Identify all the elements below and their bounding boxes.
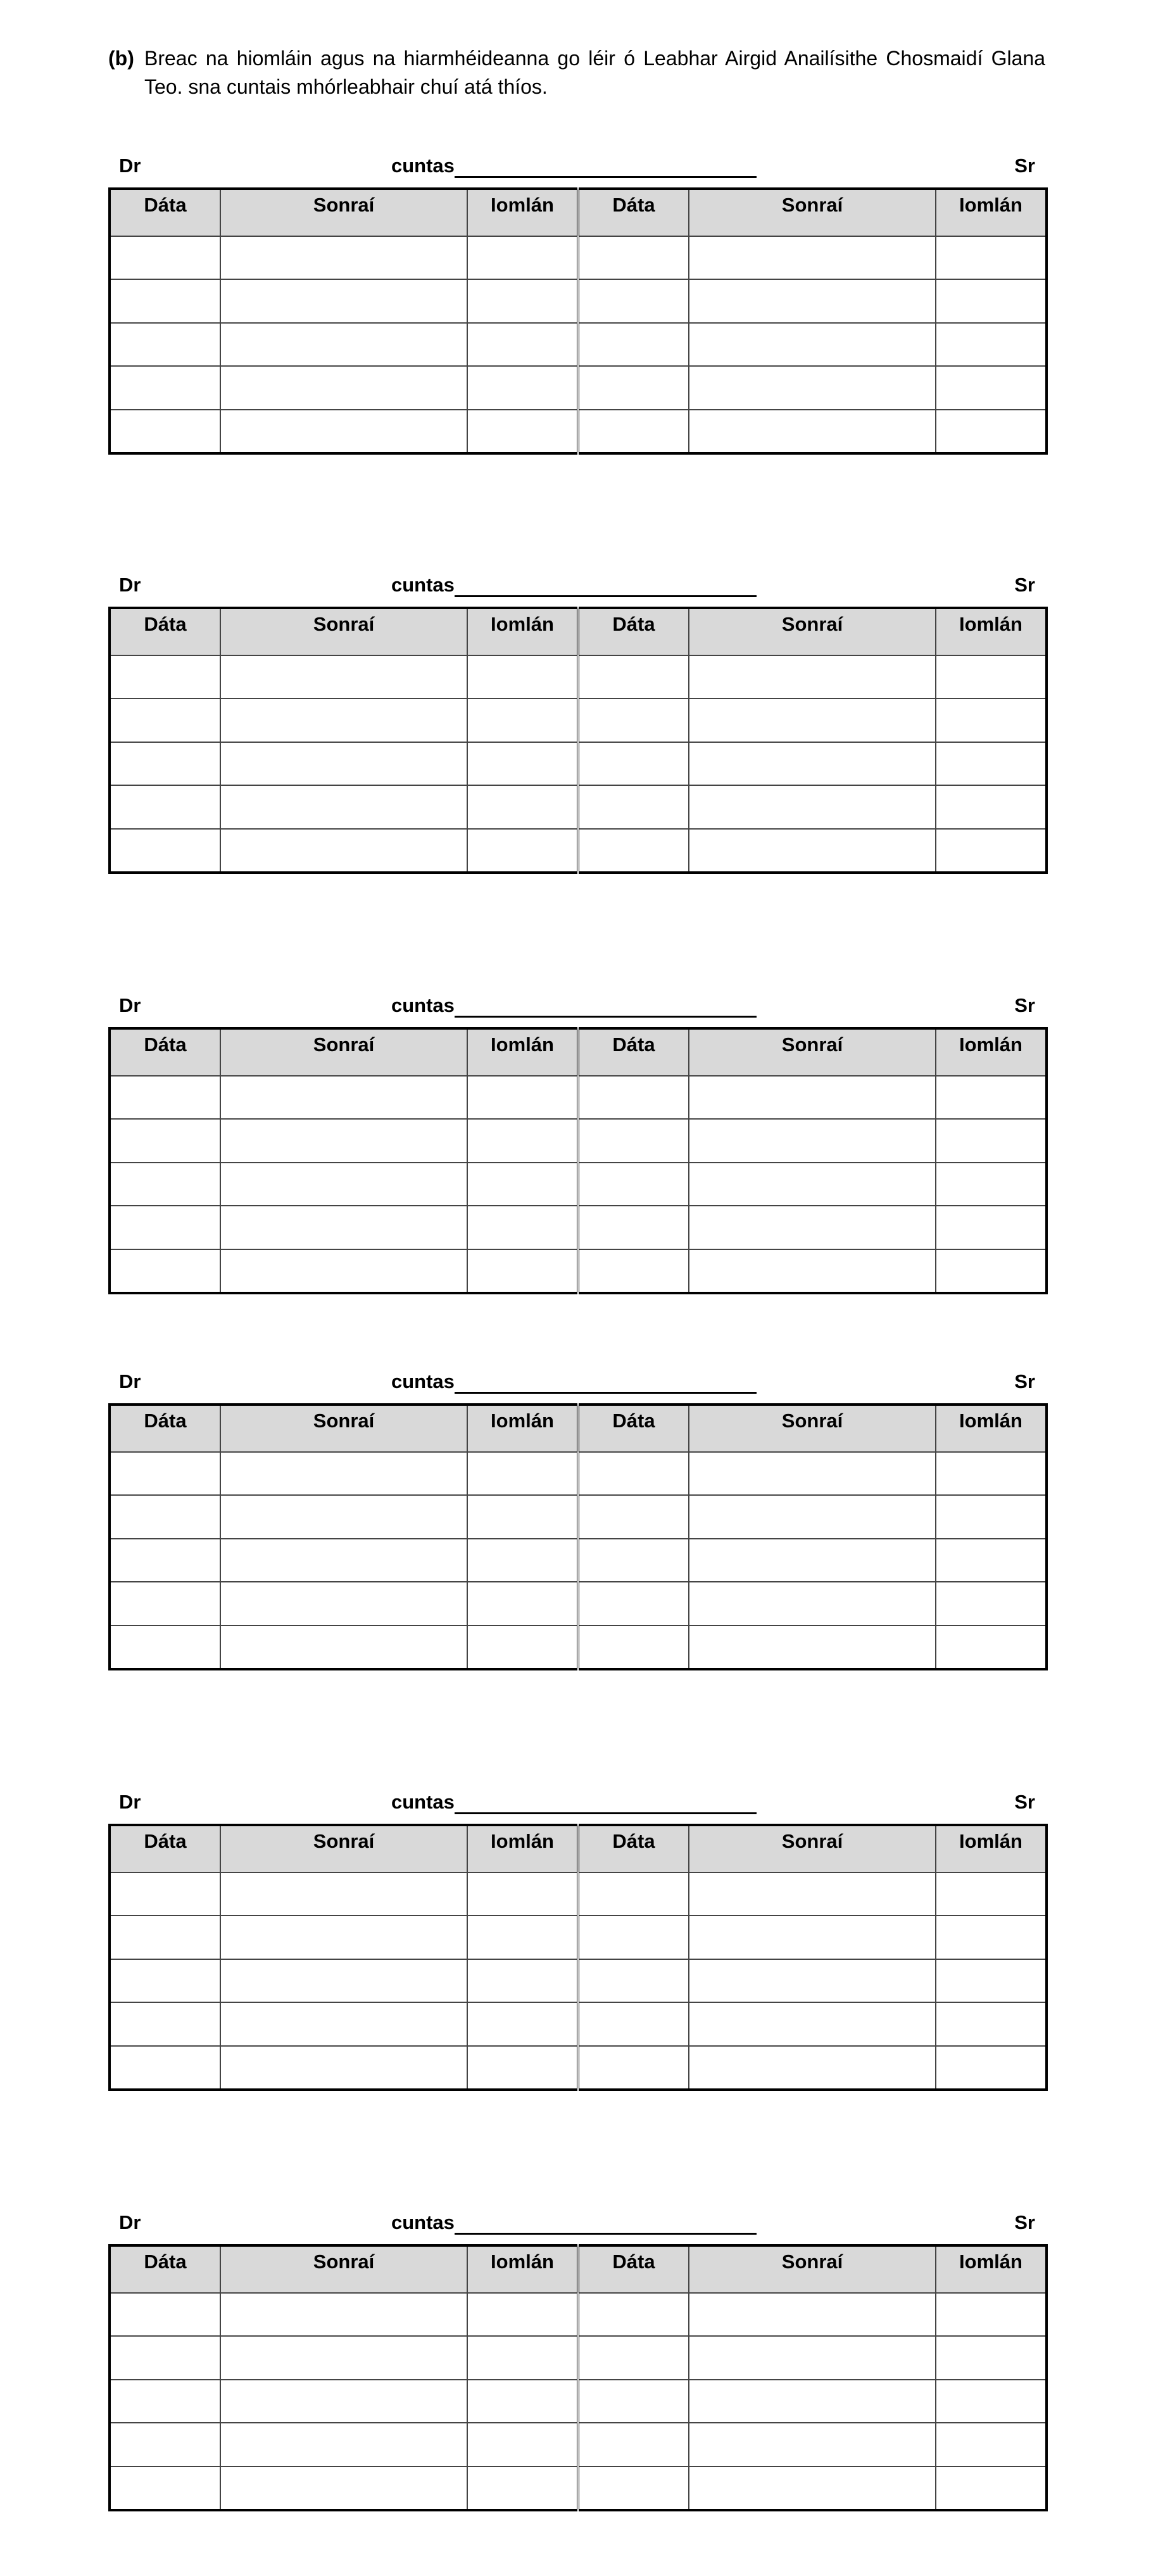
date-cell[interactable] [578, 1452, 689, 1495]
ledger-row [110, 2336, 1047, 2379]
particulars-cell[interactable] [689, 2336, 936, 2379]
particulars-cell[interactable] [689, 742, 936, 785]
total-cell[interactable] [936, 785, 1047, 828]
date-cell[interactable] [578, 2423, 689, 2466]
particulars-cell[interactable] [689, 2002, 936, 2045]
date-cell[interactable] [578, 1582, 689, 1625]
total-header: Iomlán [936, 189, 1047, 236]
total-cell[interactable] [467, 323, 578, 366]
date-header: Dáta [578, 189, 689, 236]
total-cell[interactable] [467, 1249, 578, 1293]
total-header: Iomlán [936, 1028, 1047, 1076]
account-header [108, 146, 1045, 187]
total-cell[interactable] [936, 279, 1047, 322]
date-cell[interactable] [578, 323, 689, 366]
particulars-cell[interactable] [689, 1916, 936, 1959]
account-name-blank[interactable] [455, 1016, 757, 1018]
account-header [108, 565, 1045, 607]
date-cell[interactable] [110, 2293, 220, 2336]
particulars-cell[interactable] [689, 366, 936, 409]
credit-label: Sr [1014, 155, 1035, 177]
total-header: Iomlán [467, 1825, 578, 1872]
particulars-cell[interactable] [689, 829, 936, 873]
date-cell[interactable] [578, 1249, 689, 1293]
total-cell[interactable] [936, 1582, 1047, 1625]
particulars-cell[interactable] [220, 323, 467, 366]
date-cell[interactable] [110, 2002, 220, 2045]
total-cell[interactable] [467, 2002, 578, 2045]
date-cell[interactable] [578, 2336, 689, 2379]
date-cell[interactable] [110, 698, 220, 742]
date-cell[interactable] [578, 410, 689, 453]
total-cell[interactable] [936, 2466, 1047, 2510]
particulars-cell[interactable] [689, 2293, 936, 2336]
particulars-cell[interactable] [220, 698, 467, 742]
date-cell[interactable] [110, 1872, 220, 1916]
date-cell[interactable] [110, 1249, 220, 1293]
date-cell[interactable] [110, 1163, 220, 1206]
date-cell[interactable] [578, 1495, 689, 1538]
ledger-row [110, 1539, 1047, 1582]
particulars-cell[interactable] [220, 1916, 467, 1959]
ledger-table [108, 1403, 1048, 1670]
ledger-header-row [110, 1405, 1047, 1452]
total-cell[interactable] [936, 2423, 1047, 2466]
date-cell[interactable] [578, 2466, 689, 2510]
date-cell[interactable] [578, 1539, 689, 1582]
ledger-account-6 [108, 2202, 1045, 2511]
ledger-row [110, 2293, 1047, 2336]
date-cell[interactable] [110, 279, 220, 322]
date-cell[interactable] [578, 1163, 689, 1206]
debit-label: Dr [119, 2211, 141, 2233]
ledger-row [110, 1076, 1047, 1119]
particulars-cell[interactable] [220, 1626, 467, 1669]
ledger-row [110, 742, 1047, 785]
date-header: Dáta [578, 608, 689, 655]
total-cell[interactable] [936, 2380, 1047, 2423]
credit-label: Sr [1014, 574, 1035, 596]
total-cell[interactable] [467, 1872, 578, 1916]
date-cell[interactable] [110, 236, 220, 279]
total-cell[interactable] [936, 1206, 1047, 1249]
ledger-table [108, 1027, 1048, 1294]
date-cell[interactable] [578, 1626, 689, 1669]
ledger-row [110, 1163, 1047, 1206]
total-cell[interactable] [936, 1452, 1047, 1495]
particulars-header: Sonraí [689, 1825, 936, 1872]
debit-label: Dr [119, 574, 141, 596]
particulars-cell[interactable] [689, 2423, 936, 2466]
ledger-row [110, 698, 1047, 742]
date-cell[interactable] [110, 1119, 220, 1162]
total-cell[interactable] [467, 2046, 578, 2090]
ledger-header-row [110, 608, 1047, 655]
date-cell[interactable] [110, 323, 220, 366]
ledger-row [110, 1119, 1047, 1162]
particulars-cell[interactable] [689, 323, 936, 366]
total-cell[interactable] [936, 1495, 1047, 1538]
date-cell[interactable] [110, 2380, 220, 2423]
date-cell[interactable] [578, 742, 689, 785]
total-cell[interactable] [936, 698, 1047, 742]
ledger-row [110, 323, 1047, 366]
account-header [108, 2202, 1045, 2244]
total-cell[interactable] [936, 2293, 1047, 2336]
total-header: Iomlán [467, 1028, 578, 1076]
date-cell[interactable] [578, 785, 689, 828]
date-cell[interactable] [110, 366, 220, 409]
date-header: Dáta [578, 2245, 689, 2293]
ledger-account-3 [108, 985, 1045, 1294]
date-cell[interactable] [578, 2002, 689, 2045]
total-header: Iomlán [936, 2245, 1047, 2293]
particulars-cell[interactable] [689, 1452, 936, 1495]
ledger-table [108, 1824, 1048, 2091]
particulars-cell[interactable] [689, 655, 936, 698]
debit-label: Dr [119, 1791, 141, 1813]
total-header: Iomlán [936, 1825, 1047, 1872]
total-cell[interactable] [467, 1452, 578, 1495]
ledger-row [110, 1916, 1047, 1959]
total-cell[interactable] [467, 2380, 578, 2423]
ledger-row [110, 1872, 1047, 1916]
particulars-cell[interactable] [220, 2002, 467, 2045]
ledger-row [110, 410, 1047, 453]
debit-label: Dr [119, 994, 141, 1016]
total-header: Iomlán [936, 608, 1047, 655]
account-name-blank[interactable] [455, 1392, 757, 1394]
total-cell[interactable] [467, 2336, 578, 2379]
account-name-blank[interactable] [455, 176, 757, 178]
date-cell[interactable] [578, 1872, 689, 1916]
particulars-cell[interactable] [689, 410, 936, 453]
total-cell[interactable] [467, 236, 578, 279]
ledger-row [110, 2002, 1047, 2045]
question-instruction [108, 44, 1045, 101]
date-header: Dáta [578, 1825, 689, 1872]
ledger-account-5 [108, 1782, 1045, 2091]
particulars-cell[interactable] [689, 1959, 936, 2002]
particulars-cell[interactable] [689, 1076, 936, 1119]
date-cell[interactable] [578, 698, 689, 742]
total-cell[interactable] [936, 742, 1047, 785]
ledger-table [108, 607, 1048, 874]
date-cell[interactable] [578, 2380, 689, 2423]
particulars-cell[interactable] [689, 2466, 936, 2510]
date-cell[interactable] [110, 655, 220, 698]
particulars-header: Sonraí [220, 1028, 467, 1076]
ledger-header-row [110, 1028, 1047, 1076]
total-cell[interactable] [936, 1119, 1047, 1162]
particulars-cell[interactable] [689, 1495, 936, 1538]
date-cell[interactable] [110, 785, 220, 828]
date-cell[interactable] [578, 2293, 689, 2336]
total-cell[interactable] [936, 1626, 1047, 1669]
total-cell[interactable] [467, 410, 578, 453]
particulars-cell[interactable] [220, 236, 467, 279]
part-label: (b) [108, 47, 134, 70]
ledger-row [110, 1959, 1047, 2002]
total-cell[interactable] [936, 236, 1047, 279]
ledger-row [110, 1206, 1047, 1249]
total-cell[interactable] [936, 1916, 1047, 1959]
date-cell[interactable] [110, 742, 220, 785]
total-cell[interactable] [467, 742, 578, 785]
particulars-cell[interactable] [689, 1626, 936, 1669]
account-name-blank[interactable] [455, 595, 757, 597]
particulars-cell[interactable] [220, 279, 467, 322]
date-cell[interactable] [578, 829, 689, 873]
account-name-blank[interactable] [455, 1812, 757, 1814]
particulars-header: Sonraí [220, 1825, 467, 1872]
particulars-header: Sonraí [689, 608, 936, 655]
total-cell[interactable] [467, 785, 578, 828]
particulars-cell[interactable] [220, 1206, 467, 1249]
date-cell[interactable] [578, 1959, 689, 2002]
instruction-text: Breac na hiomláin agus na hiarmhéideanna go léir ó Leabhar Airgid Anailísithe Chosmaidí Glana Teo. sna cuntais mhórleabhair chuí atá thíos. [144, 47, 1045, 98]
date-header: Dáta [578, 1028, 689, 1076]
ledger-row [110, 279, 1047, 322]
particulars-cell[interactable] [220, 1959, 467, 2002]
particulars-cell[interactable] [220, 2466, 467, 2510]
total-cell[interactable] [936, 1872, 1047, 1916]
account-name-blank[interactable] [455, 2233, 757, 2235]
particulars-cell[interactable] [220, 785, 467, 828]
ledger-row [110, 1452, 1047, 1495]
date-header: Dáta [578, 1405, 689, 1452]
date-cell[interactable] [110, 1539, 220, 1582]
account-name-label: cuntas [391, 1791, 455, 1813]
date-cell[interactable] [110, 410, 220, 453]
ledger-row [110, 2466, 1047, 2510]
date-header: Dáta [110, 2245, 220, 2293]
date-cell[interactable] [110, 1076, 220, 1119]
date-cell[interactable] [110, 1959, 220, 2002]
ledger-table [108, 2244, 1048, 2511]
ledger-row [110, 2046, 1047, 2090]
total-cell[interactable] [936, 323, 1047, 366]
total-cell[interactable] [467, 1959, 578, 2002]
particulars-cell[interactable] [220, 742, 467, 785]
date-cell[interactable] [578, 1206, 689, 1249]
total-header: Iomlán [936, 1405, 1047, 1452]
total-cell[interactable] [467, 1539, 578, 1582]
total-cell[interactable] [467, 1582, 578, 1625]
particulars-cell[interactable] [220, 655, 467, 698]
particulars-cell[interactable] [220, 1495, 467, 1538]
particulars-header: Sonraí [689, 189, 936, 236]
total-header: Iomlán [467, 1405, 578, 1452]
particulars-cell[interactable] [689, 279, 936, 322]
credit-label: Sr [1014, 994, 1035, 1016]
date-cell[interactable] [110, 829, 220, 873]
ledger-row [110, 366, 1047, 409]
total-cell[interactable] [467, 2466, 578, 2510]
particulars-cell[interactable] [689, 1582, 936, 1625]
account-header [108, 985, 1045, 1027]
particulars-cell[interactable] [220, 1582, 467, 1625]
total-cell[interactable] [936, 1249, 1047, 1293]
date-cell[interactable] [110, 2336, 220, 2379]
ledger-row [110, 1582, 1047, 1625]
total-cell[interactable] [467, 1076, 578, 1119]
particulars-cell[interactable] [689, 2380, 936, 2423]
particulars-header: Sonraí [220, 189, 467, 236]
particulars-cell[interactable] [689, 1539, 936, 1582]
account-name-label: cuntas [391, 1370, 455, 1392]
particulars-cell[interactable] [220, 1539, 467, 1582]
ledger-table [108, 187, 1048, 455]
ledger-row [110, 1495, 1047, 1538]
credit-label: Sr [1014, 1370, 1035, 1392]
total-cell[interactable] [936, 410, 1047, 453]
total-cell[interactable] [936, 829, 1047, 873]
ledger-row [110, 829, 1047, 873]
date-cell[interactable] [110, 2046, 220, 2090]
total-cell[interactable] [936, 2046, 1047, 2090]
ledger-row [110, 785, 1047, 828]
date-header: Dáta [110, 608, 220, 655]
particulars-cell[interactable] [689, 1163, 936, 1206]
total-header: Iomlán [467, 189, 578, 236]
credit-label: Sr [1014, 2211, 1035, 2233]
ledger-row [110, 1249, 1047, 1293]
particulars-cell[interactable] [220, 2336, 467, 2379]
date-cell[interactable] [110, 1452, 220, 1495]
particulars-cell[interactable] [689, 1872, 936, 1916]
total-cell[interactable] [467, 1206, 578, 1249]
particulars-cell[interactable] [689, 698, 936, 742]
ledger-row [110, 1626, 1047, 1669]
total-header: Iomlán [467, 608, 578, 655]
particulars-cell[interactable] [220, 2380, 467, 2423]
total-cell[interactable] [936, 655, 1047, 698]
particulars-cell[interactable] [689, 1249, 936, 1293]
total-cell[interactable] [936, 2002, 1047, 2045]
date-header: Dáta [110, 1405, 220, 1452]
ledger-header-row [110, 2245, 1047, 2293]
particulars-cell[interactable] [220, 1163, 467, 1206]
date-cell[interactable] [110, 2423, 220, 2466]
particulars-header: Sonraí [689, 2245, 936, 2293]
date-cell[interactable] [110, 1206, 220, 1249]
total-cell[interactable] [936, 2336, 1047, 2379]
total-cell[interactable] [467, 698, 578, 742]
total-cell[interactable] [936, 1959, 1047, 2002]
date-cell[interactable] [110, 1916, 220, 1959]
total-cell[interactable] [467, 655, 578, 698]
date-header: Dáta [110, 1825, 220, 1872]
ledger-header-row [110, 1825, 1047, 1872]
date-cell[interactable] [578, 655, 689, 698]
total-cell[interactable] [936, 1539, 1047, 1582]
particulars-cell[interactable] [689, 1206, 936, 1249]
date-cell[interactable] [110, 1495, 220, 1538]
account-name-label: cuntas [391, 574, 455, 596]
credit-label: Sr [1014, 1791, 1035, 1813]
date-cell[interactable] [578, 279, 689, 322]
particulars-cell[interactable] [220, 829, 467, 873]
particulars-cell[interactable] [689, 1119, 936, 1162]
particulars-cell[interactable] [220, 2293, 467, 2336]
account-name-label: cuntas [391, 994, 455, 1016]
total-cell[interactable] [467, 829, 578, 873]
particulars-cell[interactable] [220, 1076, 467, 1119]
particulars-cell[interactable] [689, 785, 936, 828]
particulars-cell[interactable] [220, 1452, 467, 1495]
date-header: Dáta [110, 1028, 220, 1076]
total-cell[interactable] [467, 1163, 578, 1206]
total-cell[interactable] [467, 1626, 578, 1669]
particulars-cell[interactable] [220, 2046, 467, 2090]
particulars-cell[interactable] [689, 2046, 936, 2090]
date-header: Dáta [110, 189, 220, 236]
ledger-header-row [110, 189, 1047, 236]
account-header [108, 1782, 1045, 1824]
account-header [108, 1361, 1045, 1403]
particulars-cell[interactable] [220, 366, 467, 409]
date-cell[interactable] [110, 1626, 220, 1669]
ledger-account-1 [108, 146, 1045, 455]
total-cell[interactable] [467, 2293, 578, 2336]
particulars-cell[interactable] [220, 410, 467, 453]
total-cell[interactable] [467, 366, 578, 409]
particulars-cell[interactable] [689, 236, 936, 279]
ledger-row [110, 2380, 1047, 2423]
debit-label: Dr [119, 155, 141, 177]
date-cell[interactable] [578, 1916, 689, 1959]
particulars-cell[interactable] [220, 1249, 467, 1293]
total-cell[interactable] [467, 279, 578, 322]
total-cell[interactable] [936, 366, 1047, 409]
debit-label: Dr [119, 1370, 141, 1392]
total-cell[interactable] [936, 1076, 1047, 1119]
account-name-label: cuntas [391, 2211, 455, 2233]
account-name-label: cuntas [391, 155, 455, 177]
total-cell[interactable] [467, 1916, 578, 1959]
date-cell[interactable] [578, 1076, 689, 1119]
particulars-header: Sonraí [689, 1028, 936, 1076]
total-cell[interactable] [467, 1495, 578, 1538]
date-cell[interactable] [110, 1582, 220, 1625]
particulars-cell[interactable] [220, 1872, 467, 1916]
particulars-cell[interactable] [220, 2423, 467, 2466]
date-cell[interactable] [578, 366, 689, 409]
date-cell[interactable] [578, 2046, 689, 2090]
particulars-header: Sonraí [220, 1405, 467, 1452]
date-cell[interactable] [578, 1119, 689, 1162]
date-cell[interactable] [578, 236, 689, 279]
ledger-row [110, 2423, 1047, 2466]
particulars-header: Sonraí [220, 2245, 467, 2293]
total-cell[interactable] [467, 1119, 578, 1162]
total-header: Iomlán [467, 2245, 578, 2293]
ledger-row [110, 236, 1047, 279]
ledger-account-2 [108, 565, 1045, 874]
ledger-row [110, 655, 1047, 698]
total-cell[interactable] [936, 1163, 1047, 1206]
ledger-account-4 [108, 1361, 1045, 1670]
date-cell[interactable] [110, 2466, 220, 2510]
particulars-cell[interactable] [220, 1119, 467, 1162]
total-cell[interactable] [467, 2423, 578, 2466]
particulars-header: Sonraí [220, 608, 467, 655]
particulars-header: Sonraí [689, 1405, 936, 1452]
